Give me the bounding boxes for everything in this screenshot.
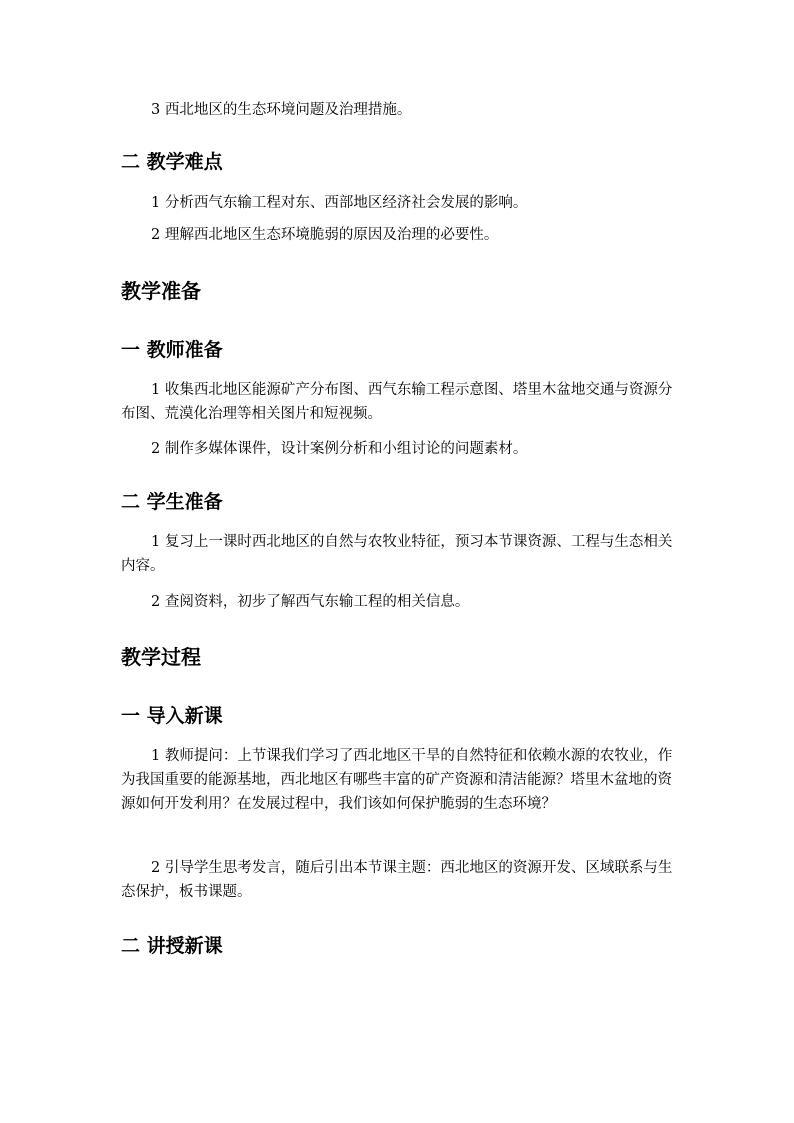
student-prep-item-1: 1 复习上一课时西北地区的自然与农牧业特征，预习本节课资源、工程与生态相关内容。 [121,534,673,574]
heading-introduction: 一 导入新课 [121,705,223,727]
difficulty-item-1: 1 分析西气东输工程对东、西部地区经济社会发展的影响。 [151,195,528,211]
heading-teaching-process: 教学过程 [121,645,201,669]
heading-student-preparation: 二 学生准备 [121,491,223,513]
objective-item-3: 3 西北地区的生态环境问题及治理措施。 [151,102,412,118]
teacher-prep-item-2: 2 制作多媒体课件，设计案例分析和小组讨论的问题素材。 [151,441,528,457]
intro-item-1: 1 教师提问：上节课我们学习了西北地区干旱的自然特征和依赖水源的农牧业，作为我国重要的能源基地，西北地区有哪些丰富的矿产资源和清洁能源？塔里木盆地的资源如何开发利用？在发展过程中，我们该如何保护脆弱的生态环境？ [121,748,673,812]
teacher-prep-item-1: 1 收集西北地区能源矿产分布图、西气东输工程示意图、塔里木盆地交通与资源分布图、荒漠化治理等相关图片和短视频。 [121,382,673,422]
intro-item-2: 2 引导学生思考发言，随后引出本节课主题：西北地区的资源开发、区域联系与生态保护，板书课题。 [121,860,673,900]
difficulty-item-2: 2 理解西北地区生态环境脆弱的原因及治理的必要性。 [151,227,499,243]
student-prep-item-2: 2 查阅资料，初步了解西气东输工程的相关信息。 [151,594,470,610]
heading-teaching-difficulties: 二 教学难点 [121,151,223,173]
heading-teacher-preparation: 一 教师准备 [121,339,223,361]
heading-new-lesson: 二 讲授新课 [121,935,223,957]
heading-teaching-preparation: 教学准备 [121,279,201,303]
